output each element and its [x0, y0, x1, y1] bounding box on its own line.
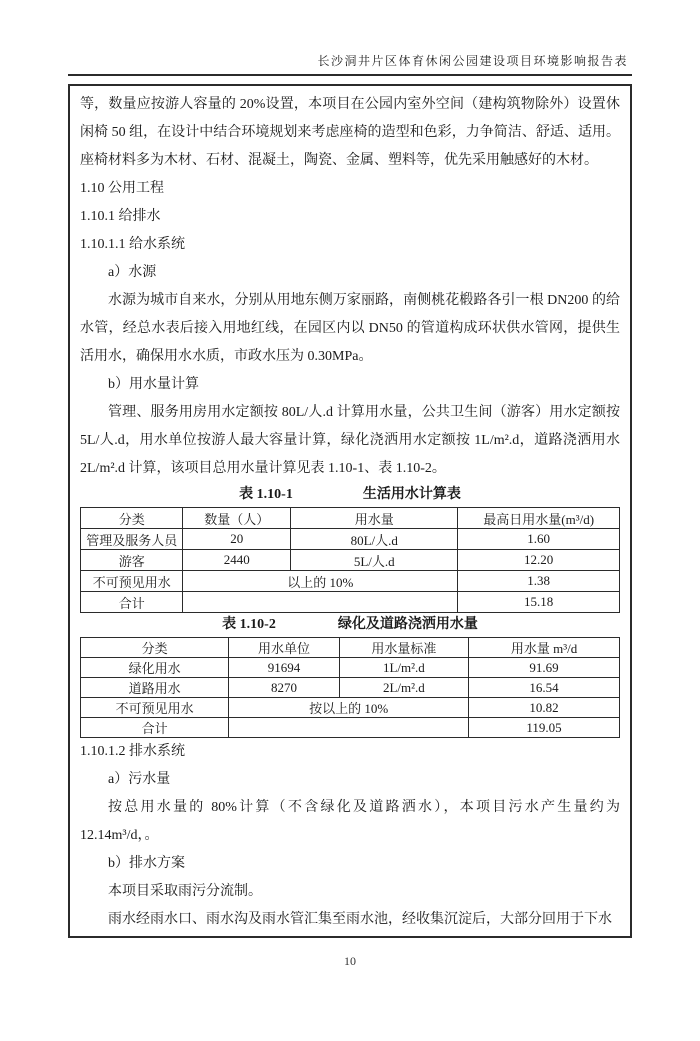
cell-usage: 16.54 [469, 678, 620, 698]
paragraph-rainwater: 雨水经雨水口、雨水沟及雨水管汇集至雨水池，经收集沉淀后，大部分回用于下水 [108, 912, 612, 927]
table-row [81, 529, 620, 550]
cell-unit: 8270 [229, 678, 339, 698]
table2-header-usage: 用水量 m³/d [469, 638, 620, 658]
document-body-frame [68, 84, 632, 938]
cell-note-span [183, 592, 458, 613]
paragraph-drainage-plan: 本项目采取雨污分流制。 [108, 884, 262, 899]
paragraph-sewage-volume [80, 794, 620, 850]
cell-usage: 91.69 [469, 658, 620, 678]
cell-category: 绿化用水 [81, 658, 229, 678]
table-row [81, 550, 620, 571]
table-row [81, 592, 620, 613]
subheading-b-drainage-plan: b）排水方案 [108, 856, 185, 871]
sewage-volume-line1: 按总用水量的 80%计算（不含绿化及道路洒水），本项目污水产生量约为 [108, 800, 620, 815]
subheading-a-sewage-volume: a）污水量 [108, 772, 171, 787]
table-greening-road-sprinkling-water [80, 637, 620, 738]
paragraph-seating-continued: 等，数量应按游人容量的 20%设置，本项目在公园内室外空间（建构筑物除外）设置休闲椅 50 组，在设计中结合环境规划来考虑座椅的造型和色彩，力争简洁、舒适、适用。座椅材料多为木材、石材、混凝土，陶瓷、金属、塑料等，优先采用触感好的木材。 [80, 97, 620, 168]
cell-category: 管理及服务人员 [81, 529, 183, 550]
table-row [81, 698, 620, 718]
paragraph-usage-calculation: 管理、服务用房用水定额按 80L/人.d 计算用水量，公共卫生间（游客）用水定额按 5L/人.d，用水单位按游人最大容量计算，绿化浇洒用水定额按 1L/m².d，道路浇洒用水 2L/m².d 计算，该项目总用水量计算见表 1.10-1、表 1.10-2。 [80, 405, 620, 476]
cell-usage: 5L/人.d [291, 550, 458, 571]
heading-1-10-1-1-water-supply-system: 1.10.1.1 给水系统 [80, 237, 185, 252]
subheading-b-usage-calculation: b）用水量计算 [108, 377, 199, 392]
cell-max-daily: 12.20 [458, 550, 620, 571]
cell-usage: 119.05 [469, 718, 620, 738]
table-domestic-water-calculation [80, 507, 620, 613]
cell-max-daily: 15.18 [458, 592, 620, 613]
table-row [81, 678, 620, 698]
cell-max-daily: 1.38 [458, 571, 620, 592]
table1-header-usage: 用水量 [291, 508, 458, 529]
cell-unit: 91694 [229, 658, 339, 678]
cell-category: 不可预见用水 [81, 698, 229, 718]
table-row [81, 718, 620, 738]
table2-header-unit: 用水单位 [229, 638, 339, 658]
heading-1-10-1-2-drainage-system: 1.10.1.2 排水系统 [80, 744, 185, 759]
cell-note-span: 以上的 10% [183, 571, 458, 592]
page-number: 10 [344, 954, 356, 968]
table1-header-category: 分类 [81, 508, 183, 529]
cell-category: 不可预见用水 [81, 571, 183, 592]
cell-category: 合计 [81, 592, 183, 613]
document-header-title: 长沙洞井片区体育休闲公园建设项目环境影响报告表 [68, 52, 632, 76]
subheading-a-water-source: a）水源 [108, 265, 157, 280]
heading-1-10-1-water-drainage: 1.10.1 给排水 [80, 209, 161, 224]
table2-header-category: 分类 [81, 638, 229, 658]
cell-standard: 1L/m².d [339, 658, 468, 678]
cell-note-span: 按以上的 10% [229, 698, 469, 718]
paragraph-water-source: 水源为城市自来水，分别从用地东侧万家丽路，南侧桃花椴路各引一根 DN200 的给水管，经总水表后接入用地红线，在园区内以 DN50 的管道构成环状供水管网，提供生活用水，确保用水水质，市政水压为 0.30MPa。 [80, 293, 620, 364]
table-row [81, 571, 620, 592]
cell-quantity: 20 [183, 529, 291, 550]
table-header-row [81, 638, 620, 658]
cell-max-daily: 1.60 [458, 529, 620, 550]
table1-header-max-daily: 最高日用水量(m³/d) [458, 508, 620, 529]
table1-caption-number: 表 1.10-1 [239, 487, 293, 502]
cell-quantity: 2440 [183, 550, 291, 571]
table1-header-quantity: 数量（人） [183, 508, 291, 529]
table-row [81, 658, 620, 678]
heading-1-10-public-works: 1.10 公用工程 [80, 181, 164, 196]
table-header-row [81, 508, 620, 529]
cell-standard: 2L/m².d [339, 678, 468, 698]
sewage-volume-line2: 12.14m³/d，。 [80, 828, 159, 843]
cell-usage: 10.82 [469, 698, 620, 718]
table2-caption [80, 613, 620, 637]
table1-caption-title: 生活用水计算表 [362, 487, 461, 502]
cell-note-span [229, 718, 469, 738]
cell-category: 游客 [81, 550, 183, 571]
table2-header-standard: 用水量标准 [339, 638, 468, 658]
cell-usage: 80L/人.d [291, 529, 458, 550]
table2-caption-title: 绿化及道路浇洒用水量 [337, 617, 478, 632]
cell-category: 道路用水 [81, 678, 229, 698]
cell-category: 合计 [81, 718, 229, 738]
table1-caption [80, 483, 620, 507]
table2-caption-number: 表 1.10-2 [222, 617, 276, 632]
